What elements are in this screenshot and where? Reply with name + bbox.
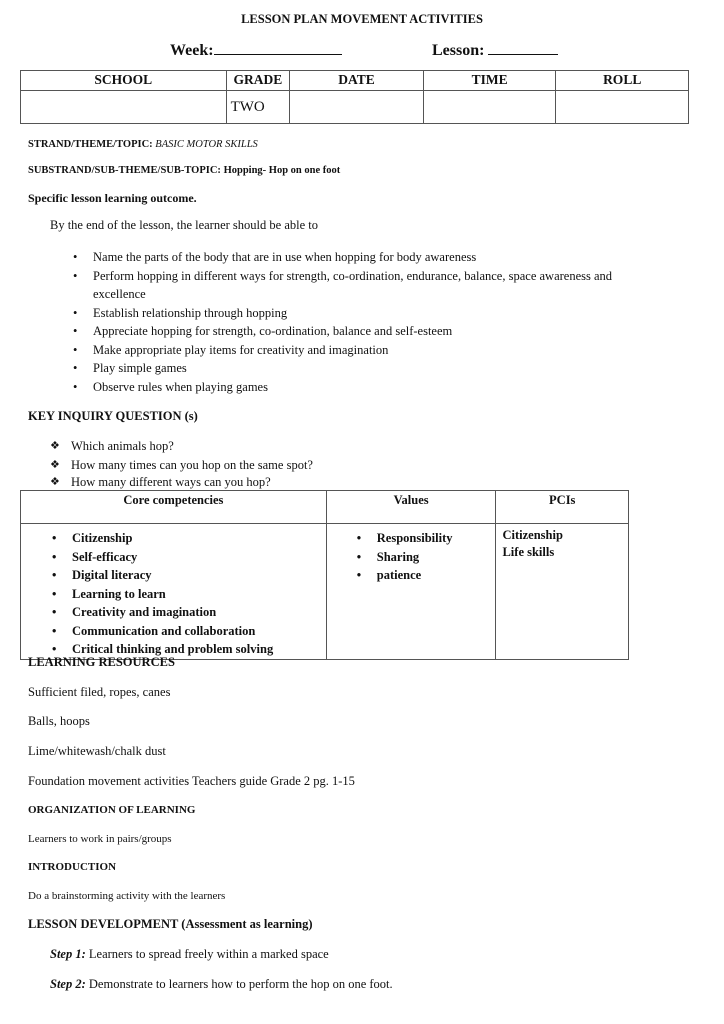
col-time: TIME bbox=[423, 71, 556, 91]
list-item: • Perform hopping in different ways for strength, co-ordination, endurance, balance, space awareness and excellence bbox=[93, 267, 663, 304]
pcis-cell bbox=[496, 524, 629, 660]
step-text: Demonstrate to learners how to perform the hop on one foot. bbox=[88, 977, 393, 991]
competency-table bbox=[20, 490, 629, 660]
step-label: Step 1: bbox=[50, 947, 86, 961]
col-date: DATE bbox=[290, 71, 424, 91]
list-item: • Name the parts of the body that are in use when hopping for body awareness bbox=[93, 248, 663, 267]
cell-date bbox=[290, 91, 424, 124]
strand-label: STRAND/THEME/TOPIC: bbox=[28, 139, 153, 150]
cell-time bbox=[423, 91, 556, 124]
introduction-heading: INTRODUCTION bbox=[28, 861, 117, 873]
resource-item: Sufficient filed, ropes, canes bbox=[28, 685, 171, 699]
organization-text: Learners to work in pairs/groups bbox=[28, 833, 172, 845]
introduction-text: Do a brainstorming activity with the learners bbox=[28, 890, 226, 902]
pcis-list bbox=[502, 527, 628, 561]
list-item: • Citizenship bbox=[72, 529, 326, 548]
outcome-heading: Specific lesson learning outcome. bbox=[28, 191, 197, 205]
core-list bbox=[72, 529, 326, 659]
substrand-value: Hopping- Hop on one foot bbox=[223, 165, 341, 176]
list-item: ❖ How many times can you hop on the same spot? bbox=[71, 456, 471, 475]
week-blank bbox=[214, 39, 342, 55]
outcome-intro: By the end of the lesson, the learner should be able to bbox=[50, 218, 318, 232]
development-heading: LESSON DEVELOPMENT (Assessment as learning) bbox=[28, 917, 313, 931]
list-item: • Learning to learn bbox=[72, 585, 326, 604]
list-item: • Self-efficacy bbox=[72, 548, 326, 567]
step-2 bbox=[50, 977, 393, 992]
organization-heading: ORGANIZATION OF LEARNING bbox=[28, 804, 196, 816]
list-item: • Creativity and imagination bbox=[72, 603, 326, 622]
strand-line bbox=[28, 139, 258, 150]
document-title: LESSON PLAN MOVEMENT ACTIVITIES bbox=[241, 12, 483, 26]
step-text: Learners to spread freely within a marked space bbox=[88, 947, 329, 961]
list-item: Citizenship bbox=[502, 528, 563, 542]
list-item: • Make appropriate play items for creativity and imagination bbox=[93, 341, 663, 360]
cell-roll bbox=[556, 91, 689, 124]
col-grade: GRADE bbox=[226, 71, 290, 91]
list-item: • Sharing bbox=[377, 548, 496, 567]
values-list bbox=[377, 529, 496, 585]
inquiry-heading: KEY INQUIRY QUESTION (s) bbox=[28, 409, 198, 423]
cell-grade: TWO bbox=[226, 91, 290, 124]
list-item: ❖ How many different ways can you hop? bbox=[71, 474, 471, 491]
step-label: Step 2: bbox=[50, 977, 86, 991]
col-school: SCHOOL bbox=[21, 71, 227, 91]
lesson-label: Lesson: bbox=[432, 42, 485, 59]
values-header: Values bbox=[326, 491, 496, 524]
resource-item: Balls, hoops bbox=[28, 714, 90, 728]
pcis-header: PCIs bbox=[496, 491, 629, 524]
step-1 bbox=[50, 947, 329, 962]
values-cell bbox=[326, 524, 496, 660]
substrand-line bbox=[28, 165, 340, 176]
list-item: • Communication and collaboration bbox=[72, 622, 326, 641]
list-item: • Digital literacy bbox=[72, 566, 326, 585]
list-item: • patience bbox=[377, 566, 496, 585]
inquiry-list bbox=[71, 437, 471, 491]
core-header: Core competencies bbox=[21, 491, 327, 524]
cell-school bbox=[21, 91, 227, 124]
list-item: • Establish relationship through hopping bbox=[93, 304, 663, 323]
list-item: Life skills bbox=[502, 545, 555, 559]
resource-item: Lime/whitewash/chalk dust bbox=[28, 744, 166, 758]
list-item: • Critical thinking and problem solving bbox=[72, 640, 326, 659]
outcomes-list bbox=[93, 248, 663, 396]
list-item: • Observe rules when playing games bbox=[93, 378, 663, 397]
lesson-field bbox=[432, 39, 558, 60]
resource-item: Foundation movement activities Teachers guide Grade 2 pg. 1-15 bbox=[28, 774, 355, 788]
list-item: ❖ Which animals hop? bbox=[71, 437, 471, 456]
header-table bbox=[20, 70, 689, 124]
resources-heading: LEARNING RESOURCES bbox=[28, 655, 175, 669]
week-label: Week: bbox=[170, 42, 214, 59]
list-item: • Responsibility bbox=[377, 529, 496, 548]
list-item: • Appreciate hopping for strength, co-ordination, balance and self-esteem bbox=[93, 322, 663, 341]
substrand-label: SUBSTRAND/SUB-THEME/SUB-TOPIC: bbox=[28, 165, 221, 176]
week-field bbox=[170, 39, 342, 60]
list-item: • Play simple games bbox=[93, 359, 663, 378]
core-cell bbox=[21, 524, 327, 660]
lesson-blank bbox=[488, 39, 558, 55]
strand-value: BASIC MOTOR SKILLS bbox=[155, 139, 258, 150]
col-roll: ROLL bbox=[556, 71, 689, 91]
